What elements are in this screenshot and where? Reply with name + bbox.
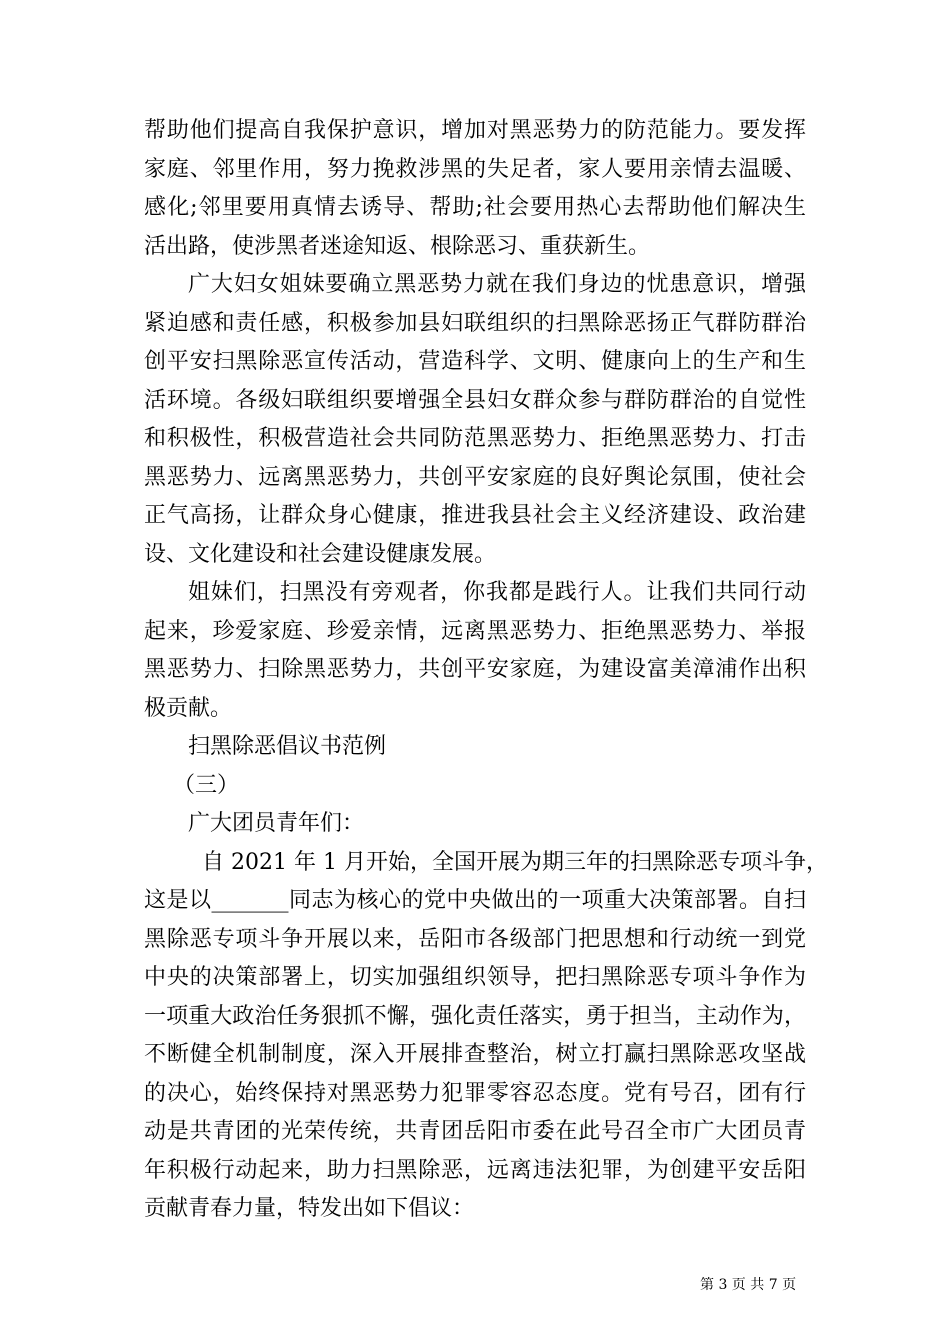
- text-line: 黑除恶专项斗争开展以来，岳阳市各级部门把思想和行动统一到党: [144, 926, 806, 952]
- text-line: 家庭、邻里作用，努力挽救涉黑的失足者，家人要用亲情去温暖、: [144, 156, 806, 182]
- page-indicator: 第 3 页 共 7 页: [700, 1277, 797, 1293]
- paragraph-1: [144, 112, 806, 266]
- text-line: 活环境。各级妇联组织要增强全县妇女群众参与群防群治的自觉性: [144, 387, 806, 413]
- paragraph-2: [144, 266, 806, 574]
- text-line: 姐妹们，扫黑没有旁观者，你我都是践行人。让我们共同行动: [188, 580, 806, 605]
- section-number: （三）: [173, 772, 240, 798]
- salutation: 广大团员青年们：: [188, 811, 365, 836]
- text-line: 创平安扫黑除恶宣传活动，营造科学、文明、健康向上的生产和生: [144, 349, 806, 374]
- text-line: 的决心，始终保持对黑恶势力犯罪零容忍态度。党有号召，团有行: [144, 1080, 806, 1106]
- text-line: 广大妇女姐妹要确立黑恶势力就在我们身边的忧患意识，增强: [188, 272, 806, 297]
- text-line: 贡献青春力量，特发出如下倡议：: [144, 1196, 475, 1221]
- text-line: 和积极性，积极营造社会共同防范黑恶势力、拒绝黑恶势力、打击: [144, 426, 806, 451]
- paragraph-3: [144, 574, 806, 728]
- text-line: 黑恶势力、远离黑恶势力，共创平安家庭的良好舆论氛围，使社会: [144, 464, 806, 490]
- text-line: 动是共青团的光荣传统，共青团岳阳市委在此号召全市广大团员青: [144, 1119, 806, 1144]
- text-line: 帮助他们提高自我保护意识，增加对黑恶势力的防范能力。要发挥: [144, 118, 806, 143]
- text-line: 不断健全机制制度，深入开展排查整治，树立打赢扫黑除恶攻坚战: [144, 1042, 806, 1067]
- text-line: 设、文化建设和社会建设健康发展。: [144, 541, 497, 567]
- paragraph-4: [144, 844, 828, 1229]
- text-line: 感化;邻里要用真情去诱导、帮助;社会要用热心去帮助他们解决生: [144, 195, 806, 220]
- text-line: 这是以_______同志为核心的党中央做出的一项重大决策部署。自扫: [144, 888, 806, 913]
- section-heading: 扫黑除恶倡议书范例: [188, 734, 387, 759]
- text-line: 黑恶势力、扫除黑恶势力，共创平安家庭，为建设富美漳浦作出积: [144, 657, 806, 682]
- text-line: 自 2021 年 1 月开始，全国开展为期三年的扫黑除恶专项斗争，: [202, 849, 828, 875]
- text-line: 活出路，使涉黑者迷途知返、根除恶习、重获新生。: [144, 233, 651, 259]
- text-line: 中央的决策部署上，切实加强组织领导，把扫黑除恶专项斗争作为: [144, 965, 806, 990]
- text-line: 极贡献。: [144, 695, 233, 721]
- document-body: [144, 112, 828, 1229]
- text-line: 一项重大政治任务狠抓不懈，强化责任落实，勇于担当，主动作为，: [144, 1003, 806, 1029]
- text-line: 年积极行动起来，助力扫黑除恶，远离违法犯罪，为创建平安岳阳: [144, 1157, 806, 1183]
- text-line: 紧迫感和责任感，积极参加县妇联组织的扫黑除恶扬正气群防群治: [144, 310, 806, 336]
- text-line: 起来，珍爱家庭、珍爱亲情，远离黑恶势力、拒绝黑恶势力、举报: [144, 618, 806, 644]
- text-line: 正气高扬，让群众身心健康，推进我县社会主义经济建设、政治建: [144, 503, 806, 528]
- section-heading-block: [144, 728, 806, 844]
